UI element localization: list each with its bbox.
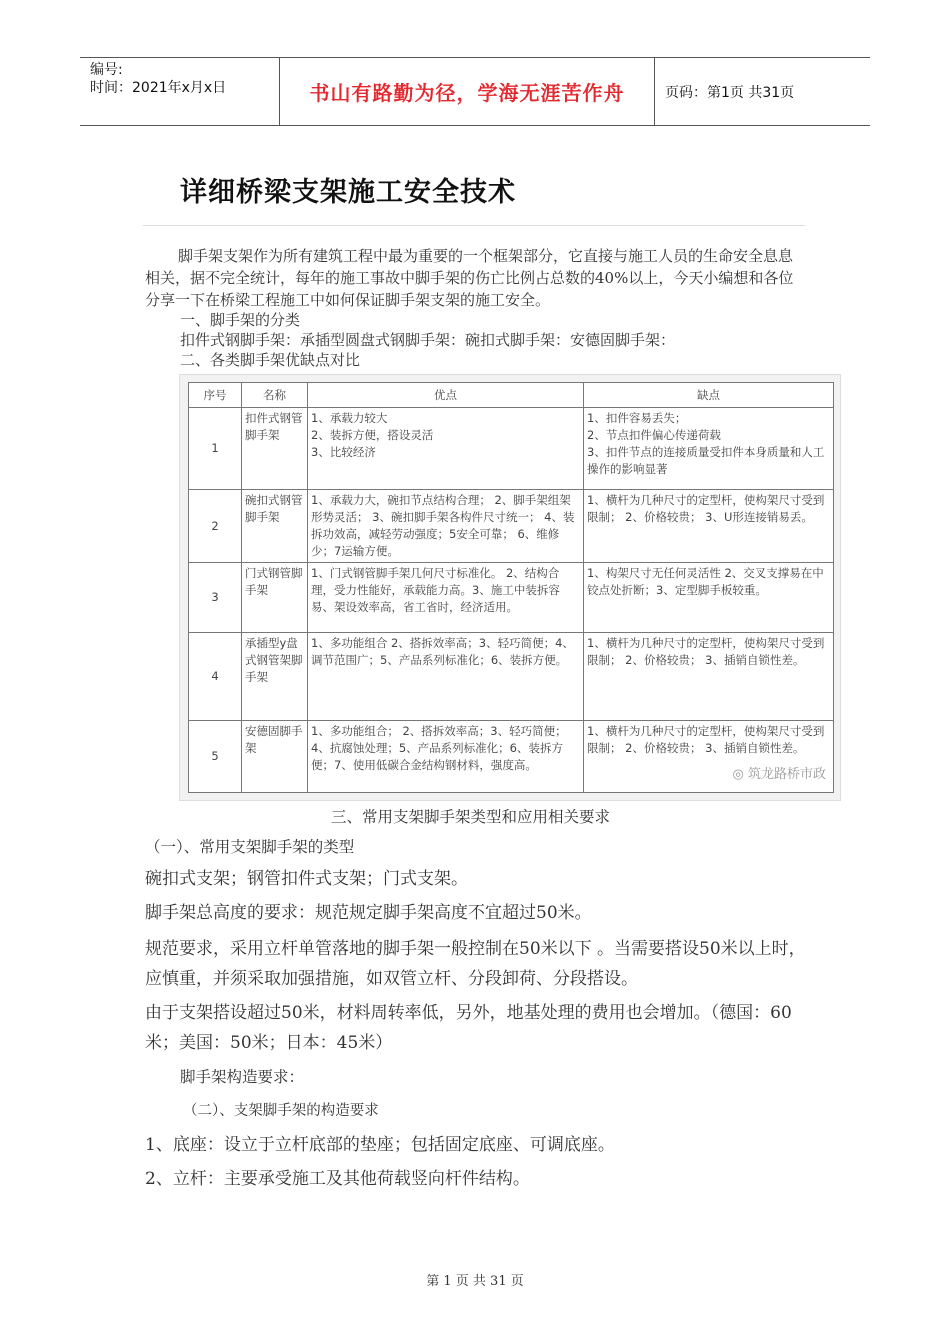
cost-note: 由于支架搭设超过50米，材料周转率低，另外，地基处理的费用也会增加。（德国：60米；美国：50米；日本：45米） <box>145 1003 792 1053</box>
cell-pros: 1、门式钢管脚手架几何尺寸标准化。 2、结构合理，受力性能好，承载能力高。3、施工中装拆容易、架设效率高，省工省时，经济适用。 <box>308 563 584 633</box>
spec-requirement: 规范要求，采用立杆单管落地的脚手架一般控制在50米以下 。当需要搭设50米以上时，应慎重，并须采取加强措施，如双管立杆、分段卸荷、分段搭设。 <box>145 939 806 989</box>
cell-name: 扣件式钢管脚手架 <box>242 408 308 490</box>
section1-body: 扣件式钢脚手架：承插型圆盘式钢脚手架：碗扣式脚手架：安德固脚手架： <box>180 331 676 349</box>
page-footer: 第 1 页 共 31 页 <box>426 1274 524 1289</box>
cell-pros: 1、多功能组合 2、搭拆效率高；3、轻巧简便；4、调节范围广；5、产品系列标准化；6、装拆方便。 <box>308 633 584 721</box>
section3-subheading-2: （二）、支架脚手架的构造要求 <box>183 1103 379 1119</box>
intro-paragraph: 脚手架支架作为所有建筑工程中最为重要的一个框架部分，它直接与施工人员的生命安全息息相关，据不完全统计，每年的施工事故中脚手架的伤亡比例占总数的40%以上，今天小编想和各位分享一下在桥梁工程施工中如何保证脚手架支架的施工安全。 <box>145 247 794 309</box>
cell-cons: 1、扣件容易丢失； 2、节点扣件偏心传递荷载 3、扣件节点的连接质量受扣件本身质量和人工操作的影响显著 <box>584 408 834 490</box>
cell-pros: 1、承载力大，碗扣节点结构合理； 2、脚手架组架形势灵活； 3、碗扣脚手架各构件尺寸统一； 4、装拆功效高，减轻劳动强度；5安全可靠； 6、维修少；7运输方便。 <box>308 490 584 563</box>
cell-name: 碗扣式钢管脚手架 <box>242 490 308 563</box>
header-page-info: 页码：第1页 共31页 <box>665 84 795 101</box>
document-title: 详细桥梁支架施工安全技术 <box>180 177 516 208</box>
section2-heading: 二、各类脚手架优缺点对比 <box>180 351 361 369</box>
construct-requirement: 脚手架构造要求： <box>180 1068 305 1086</box>
section3-subheading-1: （一）、常用支架脚手架的类型 <box>145 838 355 856</box>
col-header-name: 名称 <box>242 383 308 408</box>
table-row <box>189 633 834 721</box>
col-header-pros: 优点 <box>308 383 584 408</box>
table-row <box>189 408 834 490</box>
col-header-no: 序号 <box>189 383 242 408</box>
number-label: 编号: <box>90 62 123 78</box>
cell-no: 2 <box>189 490 242 563</box>
table-row <box>189 490 834 563</box>
table-row <box>189 563 834 633</box>
cell-name: 门式钢管脚手架 <box>242 563 308 633</box>
watermark-text: 筑龙路桥市政 <box>747 767 826 782</box>
cell-no: 5 <box>189 721 242 793</box>
col-header-cons: 缺点 <box>584 383 834 408</box>
section1-heading: 一、脚手架的分类 <box>180 311 301 329</box>
item-1: 1、底座：设立于立杆底部的垫座；包括固定底座、可调底座。 <box>145 1135 615 1155</box>
cell-no: 4 <box>189 633 242 721</box>
time-label: 时间：2021年x月x日 <box>90 80 227 96</box>
cell-cons: 1、横杆为几种尺寸的定型杆，使构架尺寸受到限制； 2、价格较贵； 3、插销自锁性差。 <box>584 633 834 721</box>
section3-heading: 三、常用支架脚手架类型和应用相关要求 <box>331 808 611 826</box>
cell-pros: 1、多功能组合； 2、搭拆效率高；3、轻巧简便；4、抗腐蚀处理；5、产品系列标准化；6、装拆方便；7、使用低碳合金结构钢材料，强度高。 <box>308 721 584 793</box>
types-line: 碗扣式支架；钢管扣件式支架；门式支架。 <box>145 869 468 889</box>
item-2: 2、立杆：主要承受施工及其他荷载竖向杆件结构。 <box>145 1169 530 1189</box>
table-header-row <box>189 383 834 408</box>
cell-name: 承插型y盘式钢管架脚手架 <box>242 633 308 721</box>
comparison-table <box>188 382 834 793</box>
watermark-icon: ◎ <box>732 767 748 782</box>
height-requirement: 脚手架总高度的要求：规范规定脚手架高度不宜超过50米。 <box>145 903 592 923</box>
comparison-table-figure <box>179 374 841 801</box>
cell-pros: 1、承载力较大 2、装拆方便，搭设灵活 3、比较经济 <box>308 408 584 490</box>
cell-no: 3 <box>189 563 242 633</box>
watermark <box>733 763 827 782</box>
header-meta <box>80 58 280 125</box>
cell-cons: 1、构架尺寸无任何灵活性 2、交叉支撑易在中铰点处折断；3、定型脚手板较重。 <box>584 563 834 633</box>
cell-no: 1 <box>189 408 242 490</box>
cell-cons: 1、横杆为几种尺寸的定型杆，使构架尺寸受到限制； 2、价格较贵； 3、U形连接销易丢。 <box>584 490 834 563</box>
cell-name: 安德固脚手架 <box>242 721 308 793</box>
cell-cons: 1、横杆为几种尺寸的定型杆，使构架尺寸受到限制； 2、价格较贵； 3、插销自锁性差。 <box>584 721 834 793</box>
title-divider <box>143 225 805 226</box>
page-header <box>80 57 870 126</box>
header-motto: 书山有路勤为径，学海无涯苦作舟 <box>280 58 655 125</box>
